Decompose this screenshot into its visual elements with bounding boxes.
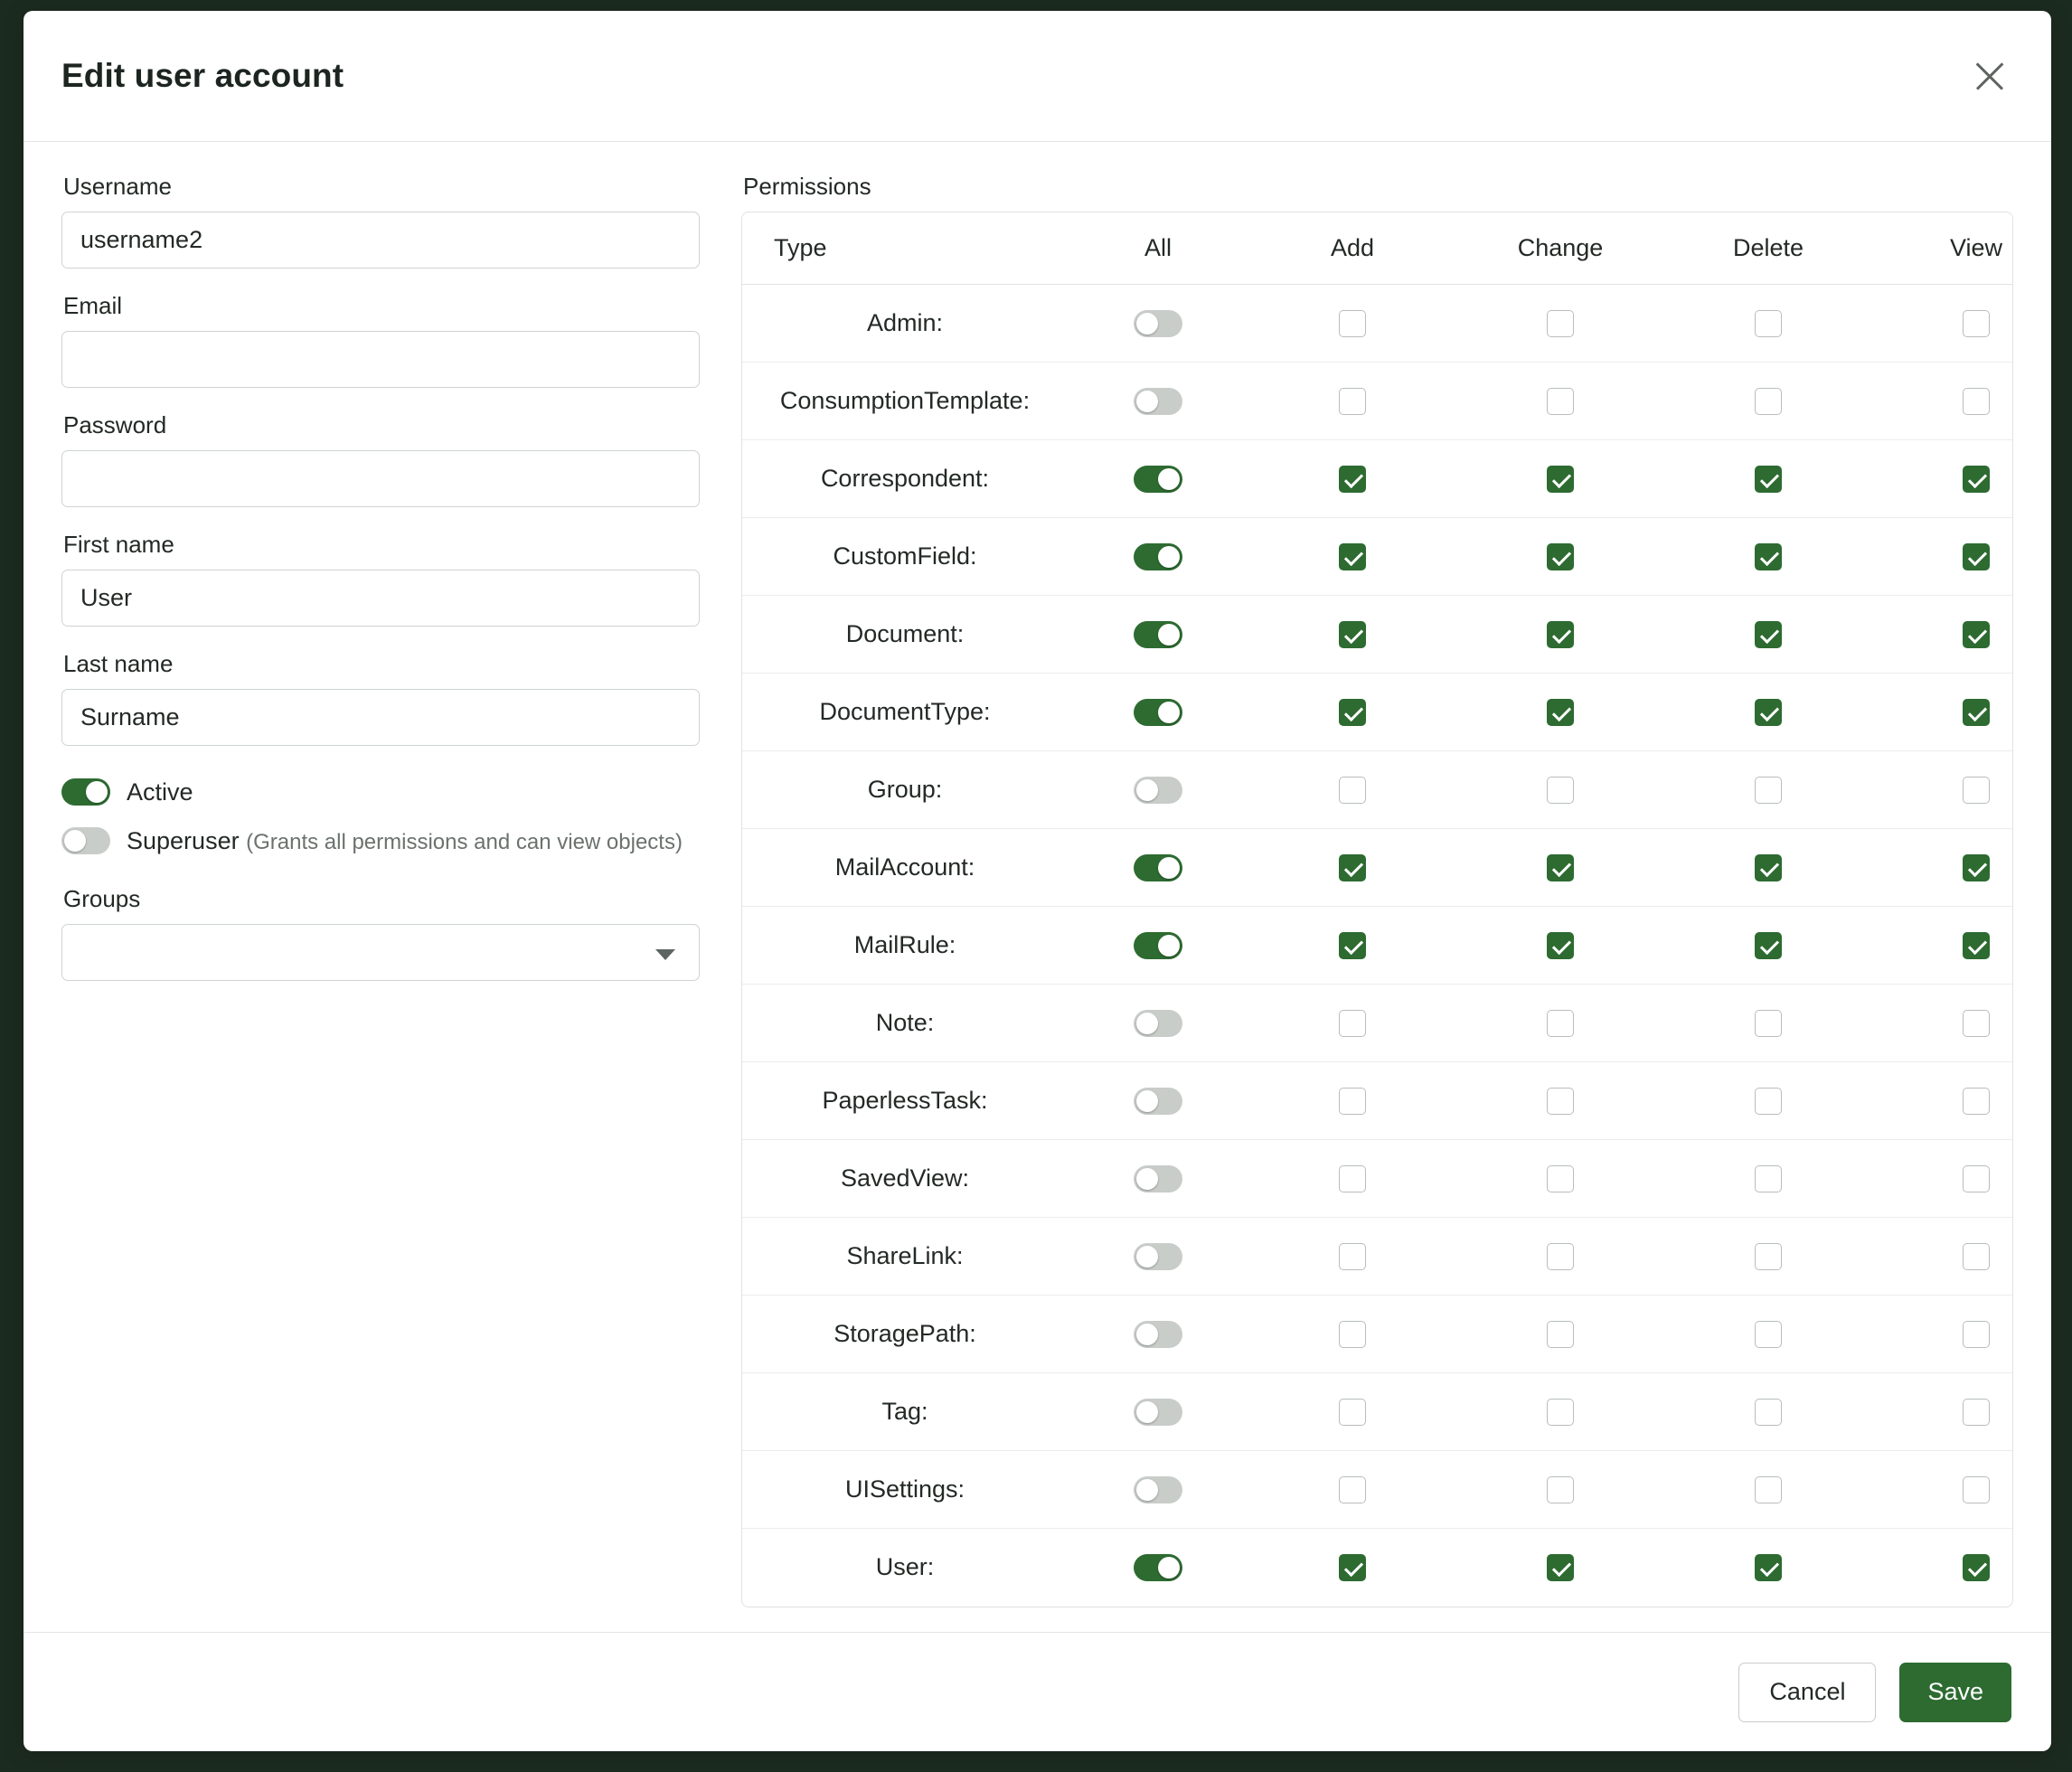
email-field-group — [61, 292, 700, 388]
chevron-down-icon — [655, 949, 675, 960]
column-header-change: Change — [1456, 212, 1664, 285]
username-label: Username — [63, 173, 172, 200]
permission-view-checkbox-cell — [1872, 829, 2013, 907]
cancel-button[interactable]: Cancel — [1738, 1663, 1876, 1722]
column-header-view: View — [1872, 212, 2013, 285]
permission-type-label: ShareLink: — [742, 1218, 1068, 1296]
permission-change-checkbox-cell — [1456, 829, 1664, 907]
permission-delete-checkbox-cell — [1664, 751, 1872, 829]
permission-view-checkbox[interactable] — [1963, 543, 1990, 570]
permission-add-checkbox[interactable] — [1339, 1165, 1366, 1192]
permission-view-checkbox-cell — [1872, 907, 2013, 985]
permission-change-checkbox[interactable] — [1547, 1554, 1574, 1581]
permission-all-toggle[interactable] — [1134, 1010, 1182, 1037]
permission-add-checkbox-cell — [1248, 907, 1456, 985]
permission-delete-checkbox-cell — [1664, 285, 1872, 363]
column-header-all: All — [1068, 212, 1248, 285]
permissions-title: Permissions — [743, 173, 871, 200]
permission-delete-checkbox-cell — [1664, 1296, 1872, 1373]
permission-view-checkbox-cell — [1872, 1296, 2013, 1373]
permission-add-checkbox[interactable] — [1339, 310, 1366, 337]
permission-view-checkbox[interactable] — [1963, 1399, 1990, 1426]
username-field-group — [61, 173, 700, 269]
permission-view-checkbox[interactable] — [1963, 854, 1990, 881]
permission-add-checkbox[interactable] — [1339, 699, 1366, 726]
permission-change-checkbox[interactable] — [1547, 621, 1574, 648]
table-row — [742, 1529, 2013, 1607]
groups-label: Groups — [63, 885, 141, 912]
permission-add-checkbox[interactable] — [1339, 1476, 1366, 1503]
groups-select[interactable] — [61, 924, 700, 981]
permission-change-checkbox-cell — [1456, 1218, 1664, 1296]
permission-change-checkbox[interactable] — [1547, 777, 1574, 804]
permission-add-checkbox-cell — [1248, 1529, 1456, 1607]
permission-view-checkbox-cell — [1872, 1529, 2013, 1607]
permission-delete-checkbox-cell — [1664, 1451, 1872, 1529]
permission-all-cell — [1068, 1062, 1248, 1140]
permission-all-cell — [1068, 363, 1248, 440]
permission-all-toggle[interactable] — [1134, 699, 1182, 726]
permission-change-checkbox-cell — [1456, 1062, 1664, 1140]
first-name-label: First name — [63, 531, 174, 558]
permission-all-cell — [1068, 1373, 1248, 1451]
permission-delete-checkbox[interactable] — [1755, 388, 1782, 415]
permission-type-label: UISettings: — [742, 1451, 1068, 1529]
permission-delete-checkbox-cell — [1664, 518, 1872, 596]
permissions-table — [742, 212, 2013, 1607]
table-row — [742, 596, 2013, 674]
permission-view-checkbox-cell — [1872, 751, 2013, 829]
edit-user-account-dialog — [24, 11, 2051, 1751]
table-row — [742, 285, 2013, 363]
permission-view-checkbox-cell — [1872, 596, 2013, 674]
permission-all-cell — [1068, 596, 1248, 674]
permission-view-checkbox[interactable] — [1963, 310, 1990, 337]
permission-view-checkbox[interactable] — [1963, 777, 1990, 804]
permission-add-checkbox[interactable] — [1339, 1321, 1366, 1348]
permission-all-toggle[interactable] — [1134, 1554, 1182, 1581]
permission-all-cell — [1068, 907, 1248, 985]
permission-view-checkbox[interactable] — [1963, 1010, 1990, 1037]
last-name-label: Last name — [63, 650, 174, 677]
permission-view-checkbox-cell — [1872, 440, 2013, 518]
permission-delete-checkbox-cell — [1664, 1373, 1872, 1451]
column-header-add: Add — [1248, 212, 1456, 285]
permission-type-label: Correspondent: — [742, 440, 1068, 518]
save-button[interactable]: Save — [1899, 1663, 2011, 1722]
permission-change-checkbox[interactable] — [1547, 466, 1574, 493]
permission-type-label: Tag: — [742, 1373, 1068, 1451]
permission-all-toggle[interactable] — [1134, 1476, 1182, 1503]
permission-view-checkbox[interactable] — [1963, 1476, 1990, 1503]
permission-add-checkbox[interactable] — [1339, 1399, 1366, 1426]
permission-all-cell — [1068, 1140, 1248, 1218]
permission-add-checkbox[interactable] — [1339, 1554, 1366, 1581]
permission-add-checkbox-cell — [1248, 1140, 1456, 1218]
permission-all-cell — [1068, 1451, 1248, 1529]
permission-all-toggle[interactable] — [1134, 1088, 1182, 1115]
column-header-delete: Delete — [1664, 212, 1872, 285]
permission-view-checkbox[interactable] — [1963, 621, 1990, 648]
permission-add-checkbox[interactable] — [1339, 1243, 1366, 1270]
permission-all-toggle[interactable] — [1134, 1321, 1182, 1348]
permission-all-cell — [1068, 285, 1248, 363]
permission-all-toggle[interactable] — [1134, 932, 1182, 959]
permission-view-checkbox[interactable] — [1963, 388, 1990, 415]
password-label: Password — [63, 411, 167, 438]
permission-delete-checkbox-cell — [1664, 985, 1872, 1062]
permission-view-checkbox-cell — [1872, 1140, 2013, 1218]
permission-change-checkbox[interactable] — [1547, 1399, 1574, 1426]
permissions-section — [741, 173, 2013, 1632]
permission-delete-checkbox[interactable] — [1755, 1321, 1782, 1348]
permission-delete-checkbox[interactable] — [1755, 1476, 1782, 1503]
dialog-header — [24, 11, 2051, 142]
first-name-input[interactable] — [61, 570, 700, 627]
permission-view-checkbox[interactable] — [1963, 1088, 1990, 1115]
permission-add-checkbox[interactable] — [1339, 932, 1366, 959]
permission-delete-checkbox[interactable] — [1755, 932, 1782, 959]
permission-add-checkbox[interactable] — [1339, 854, 1366, 881]
permission-change-checkbox[interactable] — [1547, 932, 1574, 959]
permission-type-label: User: — [875, 1553, 935, 1581]
permission-add-checkbox-cell — [1248, 440, 1456, 518]
permission-type-label: CustomField: — [742, 518, 1068, 596]
permission-delete-checkbox[interactable] — [1755, 543, 1782, 570]
permission-delete-checkbox-cell — [1664, 1529, 1872, 1607]
table-row — [742, 1140, 2013, 1218]
permission-all-cell — [1068, 829, 1248, 907]
permission-type-label: Note: — [742, 985, 1068, 1062]
permission-delete-checkbox[interactable] — [1755, 310, 1782, 337]
permission-change-checkbox[interactable] — [1547, 310, 1574, 337]
permission-all-toggle[interactable] — [1134, 388, 1182, 415]
permission-change-checkbox-cell — [1456, 1140, 1664, 1218]
permission-change-checkbox[interactable] — [1547, 543, 1574, 570]
permission-view-checkbox-cell — [1872, 985, 2013, 1062]
permission-delete-checkbox[interactable] — [1755, 1088, 1782, 1115]
permission-view-checkbox-cell — [1872, 1373, 2013, 1451]
permission-all-toggle[interactable] — [1134, 466, 1182, 493]
permission-delete-checkbox-cell — [1664, 1218, 1872, 1296]
permission-view-checkbox-cell — [1872, 1451, 2013, 1529]
permission-view-checkbox[interactable] — [1963, 932, 1990, 959]
permission-delete-checkbox[interactable] — [1755, 466, 1782, 493]
permission-all-cell — [1068, 674, 1248, 751]
permission-all-cell — [1068, 1529, 1248, 1607]
permission-add-checkbox-cell — [1248, 985, 1456, 1062]
permission-add-checkbox-cell — [1248, 518, 1456, 596]
permission-delete-checkbox-cell — [1664, 1140, 1872, 1218]
permission-all-toggle[interactable] — [1134, 1165, 1182, 1192]
permission-delete-checkbox[interactable] — [1755, 1243, 1782, 1270]
permission-change-checkbox[interactable] — [1547, 1165, 1574, 1192]
permission-delete-checkbox[interactable] — [1755, 1165, 1782, 1192]
permission-change-checkbox-cell — [1456, 1296, 1664, 1373]
table-row — [742, 440, 2013, 518]
active-toggle-row — [61, 773, 700, 811]
superuser-toggle[interactable] — [61, 827, 110, 854]
table-row — [742, 907, 2013, 985]
permission-delete-checkbox[interactable] — [1755, 854, 1782, 881]
page-title: Edit user account — [61, 57, 344, 94]
permission-add-checkbox[interactable] — [1339, 777, 1366, 804]
permission-view-checkbox-cell — [1872, 518, 2013, 596]
permission-type-label: StoragePath: — [742, 1296, 1068, 1373]
permission-view-checkbox-cell — [1872, 1062, 2013, 1140]
superuser-label-wrap — [127, 822, 683, 862]
permission-type-label: Document: — [742, 596, 1068, 674]
permission-delete-checkbox-cell — [1664, 1062, 1872, 1140]
table-row — [742, 1451, 2013, 1529]
dialog-footer — [24, 1632, 2051, 1751]
permission-add-checkbox-cell — [1248, 1373, 1456, 1451]
table-row — [742, 363, 2013, 440]
permission-add-checkbox-cell — [1248, 363, 1456, 440]
permission-delete-checkbox-cell — [1664, 907, 1872, 985]
permission-change-checkbox-cell — [1456, 751, 1664, 829]
permission-change-checkbox[interactable] — [1547, 388, 1574, 415]
permission-change-checkbox-cell — [1456, 285, 1664, 363]
active-label: Active — [127, 778, 193, 806]
permission-change-checkbox[interactable] — [1547, 854, 1574, 881]
permission-change-checkbox[interactable] — [1547, 1088, 1574, 1115]
permission-change-checkbox-cell — [1456, 1373, 1664, 1451]
permission-all-toggle[interactable] — [1134, 854, 1182, 881]
permission-change-checkbox-cell — [1456, 440, 1664, 518]
permission-view-checkbox[interactable] — [1963, 1554, 1990, 1581]
permission-delete-checkbox-cell — [1664, 363, 1872, 440]
user-details-form — [61, 173, 700, 1632]
permission-all-toggle[interactable] — [1134, 777, 1182, 804]
permission-delete-checkbox-cell — [1664, 829, 1872, 907]
permission-type-label: Admin: — [742, 285, 1068, 363]
permission-all-cell — [1068, 751, 1248, 829]
permission-change-checkbox-cell — [1456, 363, 1664, 440]
permission-change-checkbox-cell — [1456, 674, 1664, 751]
table-row — [742, 518, 2013, 596]
permission-add-checkbox[interactable] — [1339, 621, 1366, 648]
permission-delete-checkbox-cell — [1664, 440, 1872, 518]
table-row — [742, 674, 2013, 751]
permission-add-checkbox-cell — [1248, 1062, 1456, 1140]
superuser-hint: (Grants all permissions and can view objects) — [246, 830, 683, 854]
active-toggle[interactable] — [61, 778, 110, 806]
permissions-header-row — [742, 212, 2013, 285]
table-row — [742, 1062, 2013, 1140]
table-row — [742, 829, 2013, 907]
permission-view-checkbox[interactable] — [1963, 1243, 1990, 1270]
permissions-table-wrap — [741, 212, 2013, 1607]
permission-delete-checkbox-cell — [1664, 674, 1872, 751]
permission-delete-checkbox[interactable] — [1755, 1010, 1782, 1037]
permission-change-checkbox[interactable] — [1547, 699, 1574, 726]
superuser-label: Superuser — [127, 827, 240, 854]
permission-add-checkbox-cell — [1248, 829, 1456, 907]
permission-all-toggle[interactable] — [1134, 621, 1182, 648]
permission-change-checkbox-cell — [1456, 596, 1664, 674]
permission-all-toggle[interactable] — [1134, 543, 1182, 570]
permission-type-label: MailAccount: — [742, 829, 1068, 907]
permission-add-checkbox-cell — [1248, 285, 1456, 363]
permission-type-label: DocumentType: — [742, 674, 1068, 751]
permission-add-checkbox[interactable] — [1339, 543, 1366, 570]
table-row — [742, 751, 2013, 829]
permission-delete-checkbox[interactable] — [1755, 1554, 1782, 1581]
first-name-field-group — [61, 531, 700, 627]
permission-all-toggle[interactable] — [1134, 310, 1182, 337]
permission-all-toggle[interactable] — [1134, 1399, 1182, 1426]
permission-view-checkbox[interactable] — [1963, 699, 1990, 726]
permission-type-label: MailRule: — [742, 907, 1068, 985]
permission-type-label: Group: — [742, 751, 1068, 829]
permission-all-toggle[interactable] — [1134, 1243, 1182, 1270]
permission-add-checkbox-cell — [1248, 1451, 1456, 1529]
permission-add-checkbox[interactable] — [1339, 388, 1366, 415]
permission-add-checkbox[interactable] — [1339, 1010, 1366, 1037]
email-label: Email — [63, 292, 123, 319]
column-header-type: Type — [742, 212, 1068, 285]
permission-add-checkbox[interactable] — [1339, 466, 1366, 493]
permission-view-checkbox[interactable] — [1963, 1165, 1990, 1192]
permission-change-checkbox-cell — [1456, 1451, 1664, 1529]
permission-type-label: SavedView: — [742, 1140, 1068, 1218]
email-input[interactable] — [61, 331, 700, 388]
permission-add-checkbox[interactable] — [1339, 1088, 1366, 1115]
permission-view-checkbox-cell — [1872, 674, 2013, 751]
permission-all-cell — [1068, 1296, 1248, 1373]
permission-all-cell — [1068, 518, 1248, 596]
permission-delete-checkbox[interactable] — [1755, 699, 1782, 726]
superuser-toggle-row — [61, 822, 700, 862]
permission-delete-checkbox[interactable] — [1755, 777, 1782, 804]
permission-change-checkbox[interactable] — [1547, 1321, 1574, 1348]
permission-type-label: ConsumptionTemplate: — [742, 363, 1068, 440]
groups-field-group — [61, 885, 700, 981]
permission-add-checkbox-cell — [1248, 596, 1456, 674]
permission-view-checkbox-cell — [1872, 285, 2013, 363]
permission-view-checkbox-cell — [1872, 363, 2013, 440]
permission-delete-checkbox[interactable] — [1755, 1399, 1782, 1426]
permission-all-cell — [1068, 440, 1248, 518]
permission-all-cell — [1068, 985, 1248, 1062]
permission-type-label: PaperlessTask: — [742, 1062, 1068, 1140]
permission-add-checkbox-cell — [1248, 674, 1456, 751]
permission-view-checkbox[interactable] — [1963, 1321, 1990, 1348]
permission-change-checkbox-cell — [1456, 985, 1664, 1062]
close-icon[interactable] — [1968, 54, 2011, 98]
permission-delete-checkbox[interactable] — [1755, 621, 1782, 648]
permission-add-checkbox-cell — [1248, 751, 1456, 829]
permission-change-checkbox[interactable] — [1547, 1010, 1574, 1037]
permission-add-checkbox-cell — [1248, 1218, 1456, 1296]
permission-change-checkbox[interactable] — [1547, 1243, 1574, 1270]
permission-change-checkbox-cell — [1456, 518, 1664, 596]
table-row — [742, 1218, 2013, 1296]
permission-change-checkbox[interactable] — [1547, 1476, 1574, 1503]
permission-view-checkbox-cell — [1872, 1218, 2013, 1296]
username-input[interactable] — [61, 212, 700, 269]
table-row — [742, 1296, 2013, 1373]
dialog-body — [24, 142, 2051, 1632]
table-row — [742, 1373, 2013, 1451]
password-input[interactable] — [61, 450, 700, 507]
permission-delete-checkbox-cell — [1664, 596, 1872, 674]
password-field-group — [61, 411, 700, 507]
last-name-input[interactable] — [61, 689, 700, 746]
table-row — [742, 985, 2013, 1062]
last-name-field-group — [61, 650, 700, 746]
permission-view-checkbox[interactable] — [1963, 466, 1990, 493]
permissions-body — [742, 285, 2013, 1607]
permission-all-cell — [1068, 1218, 1248, 1296]
permission-change-checkbox-cell — [1456, 907, 1664, 985]
permission-change-checkbox-cell — [1456, 1529, 1664, 1607]
permission-add-checkbox-cell — [1248, 1296, 1456, 1373]
